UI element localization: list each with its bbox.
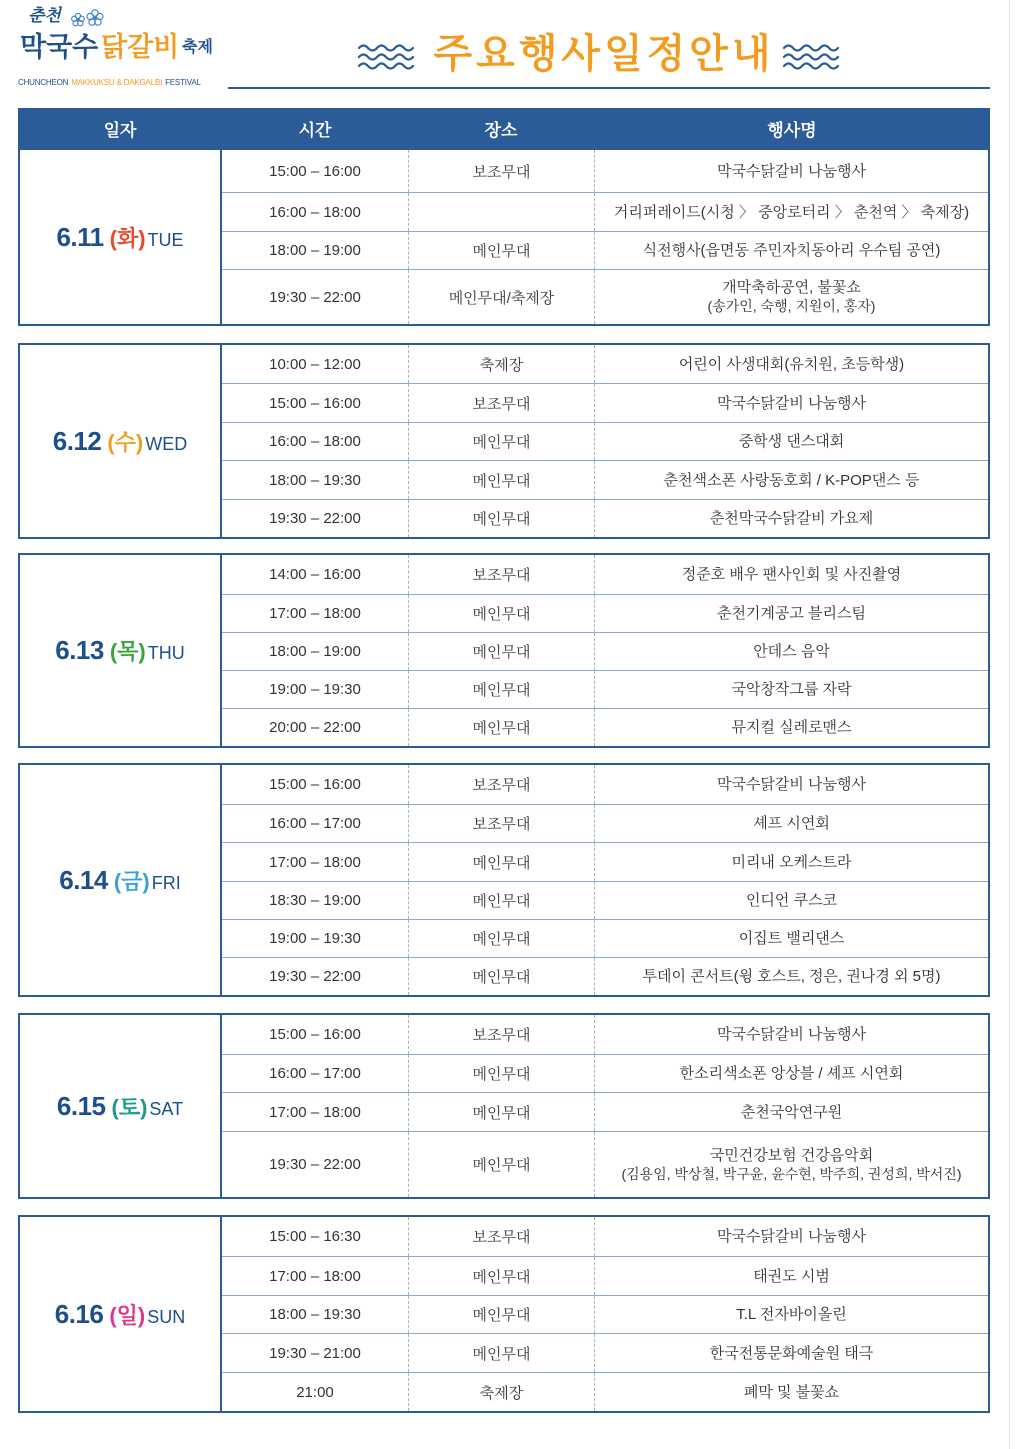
time-cell: 18:00 – 19:00 [269,242,361,259]
header-place: 장소 [484,120,518,140]
event-cell [594,1132,988,1197]
event-name: 식전행사(읍면동 주민자치동아리 우수팀 공연) [642,242,941,259]
place-cell: 메인무대 [408,232,594,269]
event-name: 막국수닭갈비 나눔행사 [716,776,867,793]
place-cell: 메인무대 [408,1334,594,1372]
day-group [18,1215,990,1413]
schedule-rows [222,1217,988,1411]
time-cell: 18:00 – 19:30 [269,1306,361,1323]
event-name: 한소리색소폰 앙상블 / 셰프 시연회 [679,1065,904,1082]
weekday-english: SUN [147,1306,186,1327]
schedule-row [222,345,988,383]
schedule-row [222,383,988,422]
time-cell: 21:00 [296,1383,334,1401]
place-cell: 보조무대 [408,384,594,422]
event-cell [594,555,988,594]
place-cell: 메인무대 [408,958,594,995]
date-label [55,1299,186,1330]
schedule-row [222,192,988,231]
date-number: 6.12 [52,425,102,456]
event-cell [594,920,988,957]
place-cell: 메인무대 [408,920,594,957]
day-group [18,763,990,997]
time-cell: 14:00 – 16:00 [269,566,361,583]
date-label [57,1091,183,1122]
event-cell [594,843,988,881]
schedule-row [222,1295,988,1333]
event-name: 국악창작그룹 자락 [731,681,852,698]
event-name: 투데이 콘서트(윙 호스트, 정은, 권나경 외 5명) [642,968,941,985]
weekday-korean: (화) [109,225,146,251]
event-cell [594,232,988,269]
event-cell [594,671,988,708]
date-label [59,865,181,896]
time-cell: 17:00 – 18:00 [269,605,361,622]
event-name: 안데스 음악 [753,643,830,660]
day-group [18,553,990,748]
place-cell: 메인무대 [408,1257,594,1295]
event-name: 셰프 시연회 [753,815,830,832]
event-cell [594,150,988,192]
date-cell [20,150,222,324]
time-cell: 18:00 – 19:30 [269,471,361,489]
event-cell [594,384,988,422]
event-cell [594,193,988,231]
date-cell [20,1015,222,1197]
event-name: 춘천기계공고 블리스팀 [716,605,867,622]
schedule-rows [222,1015,988,1197]
schedule-row [222,670,988,708]
schedule-row [222,1054,988,1092]
schedule-row [222,708,988,746]
schedule-row [222,555,988,594]
date-cell [20,345,222,537]
schedule-row [222,231,988,269]
schedule-row [222,150,988,192]
event-name: 국민건강보험 건강음악회 [709,1146,874,1164]
event-name: 인디언 쿠스코 [745,892,838,909]
place-cell: 메인무대 [408,595,594,632]
time-cell: 16:00 – 17:00 [269,1065,361,1082]
place-cell [408,193,594,231]
place-cell: 메인무대 [408,1132,594,1197]
event-cell [594,1373,988,1411]
date-number: 6.14 [59,864,108,895]
day-group [18,148,990,326]
place-cell: 메인무대 [408,1055,594,1092]
wave-icon [782,40,840,74]
schedule-row [222,1372,988,1411]
wave-icon [357,40,415,74]
schedule-row [222,499,988,537]
event-name: 춘천색소폰 사랑동호회 / K-POP댄스 등 [663,471,920,489]
place-cell: 메인무대 [408,633,594,670]
time-cell: 16:00 – 17:00 [269,815,361,832]
time-cell: 19:30 – 22:00 [269,288,361,306]
place-cell: 보조무대 [408,805,594,842]
event-cell [594,805,988,842]
header-time: 시간 [298,120,332,140]
weekday-english: TUE [147,229,184,250]
event-name: 한국전통문화예술원 태극 [709,1344,874,1362]
event-cell [594,633,988,670]
event-name: 이집트 밸리댄스 [738,930,845,947]
date-label [56,222,183,253]
event-name: T.L 전자바이올린 [736,1306,847,1323]
page-edge [1009,0,1010,1449]
event-cell [594,423,988,460]
place-cell: 보조무대 [408,765,594,804]
time-cell: 19:30 – 22:00 [269,510,361,527]
event-name: 막국수닭갈비 나눔행사 [716,1228,867,1245]
time-cell: 15:00 – 16:00 [269,162,361,180]
event-detail: (송가인, 숙행, 지원이, 홍자) [707,298,876,314]
logo-name-festival: 축제 [182,39,213,56]
schedule-rows [222,555,988,746]
header-divider [228,87,990,89]
weekday-english: SAT [149,1098,184,1119]
event-name: 폐막 및 불꽃쇼 [743,1383,840,1401]
logo-english-name [18,78,201,88]
time-cell: 19:30 – 21:00 [269,1344,361,1362]
date-number: 6.13 [55,635,104,665]
schedule-row [222,919,988,957]
event-name: 중학생 댄스대회 [738,433,845,450]
event-cell [594,500,988,537]
place-cell: 보조무대 [408,150,594,192]
day-group [18,1013,990,1199]
time-cell: 19:30 – 22:00 [269,1156,361,1173]
event-cell [594,709,988,746]
event-cell [594,461,988,499]
table-header [18,108,990,148]
date-number: 6.16 [54,1298,104,1329]
schedule-row [222,881,988,919]
logo-english-food: MAKKUKSU & DAKGALBI [71,78,163,87]
event-cell [594,882,988,919]
date-cell [20,555,222,746]
time-cell: 19:30 – 22:00 [269,968,361,985]
schedule-row [222,269,988,324]
event-name: 춘천국악연구원 [740,1103,843,1121]
place-cell: 메인무대 [408,709,594,746]
event-cell [594,1015,988,1054]
date-number: 6.15 [56,1090,106,1121]
time-cell: 15:00 – 16:00 [269,394,361,412]
date-number: 6.11 [56,221,104,252]
schedule-row [222,1217,988,1256]
weekday-korean: (수) [107,429,144,455]
schedule-row [222,765,988,804]
event-name: 막국수닭갈비 나눔행사 [716,1026,867,1043]
time-cell: 17:00 – 18:00 [269,853,361,871]
schedule-row [222,1131,988,1197]
date-label [55,635,185,666]
schedule-row [222,632,988,670]
day-group [18,343,990,539]
place-cell: 축제장 [408,345,594,383]
time-cell: 18:00 – 19:00 [269,643,361,660]
place-cell: 메인무대 [408,461,594,499]
time-cell: 15:00 – 16:00 [269,776,361,793]
place-cell: 메인무대 [408,671,594,708]
schedule-row [222,1256,988,1295]
date-label [53,426,188,457]
weekday-english: THU [147,643,185,663]
time-cell: 15:00 – 16:30 [269,1228,361,1245]
event-cell [594,595,988,632]
weekday-korean: (토) [111,1094,148,1120]
date-cell [20,1217,222,1411]
time-cell: 16:00 – 18:00 [269,203,361,221]
event-cell [594,1217,988,1256]
place-cell: 메인무대/축제장 [408,270,594,324]
event-name: 춘천막국수닭갈비 가요제 [709,510,874,527]
time-cell: 18:30 – 19:00 [269,892,361,909]
place-cell: 보조무대 [408,1015,594,1054]
logo-city-text: 춘천 [28,6,61,25]
event-cell [594,1093,988,1131]
weekday-korean: (목) [109,639,146,664]
schedule-row [222,1015,988,1054]
event-cell [594,1296,988,1333]
event-cell [594,270,988,324]
event-cell [594,1334,988,1372]
place-cell: 메인무대 [408,843,594,881]
event-name: 막국수닭갈비 나눔행사 [716,162,867,180]
place-cell: 보조무대 [408,555,594,594]
place-cell: 축제장 [408,1373,594,1411]
time-cell: 16:00 – 18:00 [269,433,361,450]
place-cell: 메인무대 [408,882,594,919]
place-cell: 메인무대 [408,1093,594,1131]
time-cell: 17:00 – 18:00 [269,1103,361,1121]
time-cell: 17:00 – 18:00 [269,1267,361,1285]
weekday-korean: (금) [113,868,150,894]
event-name: 태권도 시범 [753,1267,830,1285]
event-detail: (김용임, 박상철, 박구윤, 윤수현, 박주희, 권성희, 박서진) [621,1165,962,1182]
schedule-row [222,804,988,842]
time-cell: 19:00 – 19:30 [269,930,361,947]
header-event: 행사명 [767,120,817,140]
event-cell [594,1257,988,1295]
place-cell: 메인무대 [408,1296,594,1333]
weekday-english: FRI [151,872,181,893]
logo-english-festival: FESTIVAL [165,78,201,87]
schedule-rows [222,150,988,324]
event-name: 개막축하공연, 불꽃쇼 [722,279,861,296]
schedule-row [222,842,988,881]
schedule-row [222,1333,988,1372]
schedule-rows [222,345,988,537]
logo-name-dakgalbi: 닭갈비 [101,32,180,62]
schedule-row [222,460,988,499]
place-cell: 보조무대 [408,1217,594,1256]
event-cell [594,1055,988,1092]
event-name: 거리퍼레이드(시청 〉 중앙로터리 〉 춘천역 〉 축제장) [613,203,970,221]
place-cell: 메인무대 [408,500,594,537]
time-cell: 10:00 – 12:00 [269,355,361,373]
weekday-english: WED [145,433,188,454]
event-cell [594,958,988,995]
page-title: 주요행사일정안내 [433,32,775,76]
event-cell [594,765,988,804]
schedule-rows [222,765,988,995]
time-cell: 20:00 – 22:00 [269,719,361,736]
event-name: 정준호 배우 팬사인회 및 사진촬영 [681,566,902,583]
event-cell [594,345,988,383]
logo-name-makkuksu: 막국수 [20,32,99,62]
time-cell: 15:00 – 16:00 [269,1026,361,1043]
weekday-korean: (일) [109,1302,146,1328]
flower-icon [68,9,108,31]
header-date: 일자 [103,120,137,140]
place-cell: 메인무대 [408,423,594,460]
event-name: 뮤지컬 실레로맨스 [731,719,852,736]
date-cell [20,765,222,995]
schedule-row [222,422,988,460]
schedule-row [222,1092,988,1131]
schedule-row [222,594,988,632]
time-cell: 19:00 – 19:30 [269,681,361,698]
event-name: 어린이 사생대회(유치원, 초등학생) [678,355,905,373]
event-name: 미리내 오케스트라 [731,853,852,871]
schedule-row [222,957,988,995]
logo-english-city: CHUNCHEON [18,78,69,87]
event-name: 막국수닭갈비 나눔행사 [716,394,867,412]
